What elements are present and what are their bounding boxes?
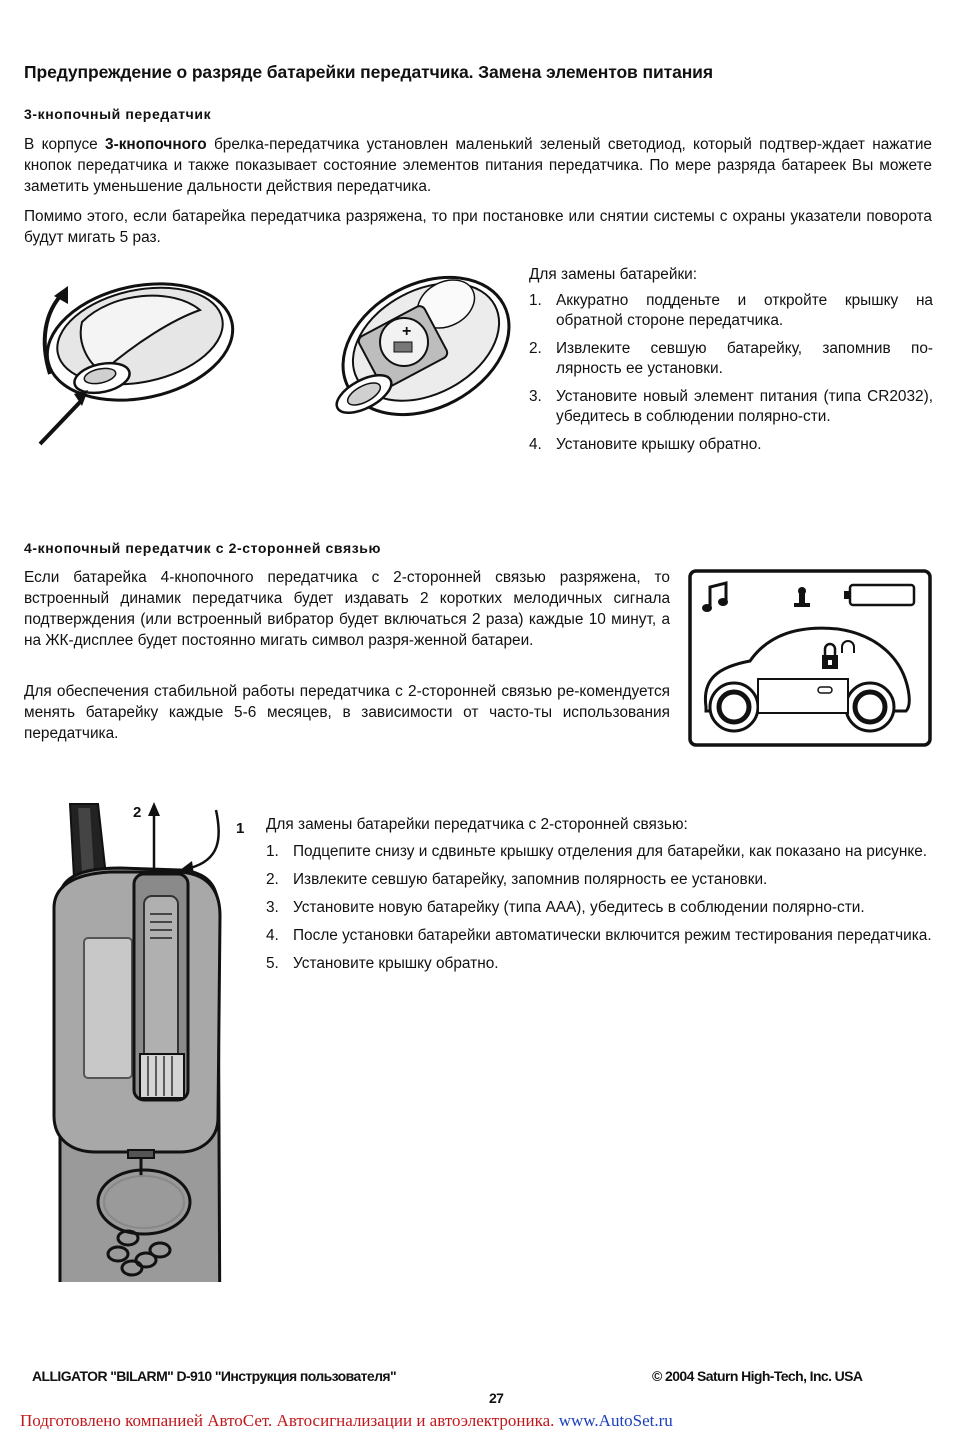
- two-way-remote-illustration: [40, 798, 280, 1282]
- list-number: 3.: [529, 388, 542, 405]
- list-item: [529, 291, 933, 331]
- page-title: Предупреждение о разряде батарейки передатчика. Замена элементов питания: [24, 62, 713, 82]
- list-item: [266, 926, 934, 946]
- section1-paragraph-2: Помимо этого, если батарейка передатчика разряжена, то при постановке или снятии системы с охраны указатели поворота будут мигать 5 раз.: [24, 208, 932, 246]
- para-text: В корпусе: [24, 136, 106, 153]
- list-item: [266, 842, 934, 862]
- list-number: 1.: [266, 843, 279, 860]
- footer-copyright: © 2004 Saturn High-Tech, Inc. USA: [652, 1368, 863, 1384]
- remote-closed-illustration: [22, 262, 238, 452]
- list-number: 4.: [266, 927, 279, 944]
- list-text: Подцепите снизу и сдвиньте крышку отделения для батарейки, как показано на рисунке.: [293, 843, 928, 860]
- list-text: Установите крышку обратно.: [293, 955, 499, 972]
- list-item: [529, 339, 933, 379]
- steps-intro: Для замены батарейки передатчика с 2-сторонней связью:: [266, 816, 688, 833]
- section2-paragraph-1: Если батарейка 4-кнопочного передатчика с 2-сторонней связью разряжена, то встроенный динамик передатчика будет издавать 2 коротких мелодичных сигнала подтверждения (или встроенный вибратор будет включаться 2 раза) каждые 10 минут, а на ЖК-дисплее будет постоянно мигать символ разря-женной батареи.: [24, 569, 670, 649]
- remote-open-battery-illustration: [318, 262, 518, 432]
- list-text: Аккуратно подденьте и откройте крышку на обратной стороне передатчика.: [556, 292, 933, 329]
- section1-steps-block: [529, 264, 933, 463]
- lcd-display-illustration: [688, 569, 932, 747]
- list-number: 4.: [529, 436, 542, 453]
- para-text: брелка-передатчика установлен маленький зеленый светодиод, который подтвер-ждает нажатие кнопок передатчика и также показывает состояние элементов питания передатчика. По мере разряда батареек Вы можете заметить уменьшение дальности действия передатчика.: [24, 136, 932, 195]
- credit-line: [20, 1411, 673, 1431]
- list-item: [529, 387, 933, 427]
- footer-product-title: ALLIGATOR "BILARM" D-910 "Инструкция пользователя": [32, 1368, 396, 1384]
- battery-plus-sign: +: [402, 323, 412, 340]
- figure-label-1: 1: [236, 820, 245, 837]
- battery-empty-icon: [844, 585, 914, 605]
- list-number: 2.: [266, 871, 279, 888]
- list-number: 1.: [529, 292, 542, 309]
- section2-steps-list: [266, 842, 934, 974]
- credit-link[interactable]: www.AutoSet.ru: [558, 1411, 673, 1430]
- list-text: Установите крышку обратно.: [556, 436, 762, 453]
- section2-steps-block: [266, 814, 934, 982]
- list-text: Извлеките севшую батарейку, запомнив полярность ее установки.: [293, 871, 768, 888]
- figure-label-2: 2: [133, 804, 142, 821]
- list-text: Установите новый элемент питания (типа CR2032), убедитесь в соблюдении полярно-сти.: [556, 388, 933, 425]
- section2-paragraph-2: Для обеспечения стабильной работы передатчика с 2-сторонней связью ре-комендуется менять батарейку каждые 5-6 месяцев, в зависимости от часто-ты использования передатчика.: [24, 683, 670, 742]
- list-number: 5.: [266, 955, 279, 972]
- list-item: [266, 898, 934, 918]
- section1-paragraph-1: [24, 134, 932, 197]
- list-number: 2.: [529, 340, 542, 357]
- steps-intro: Для замены батарейки:: [529, 266, 698, 283]
- list-text: Установите новую батарейку (типа AAA), убедитесь в соблюдении полярно-сти.: [293, 899, 865, 916]
- list-item: [529, 435, 933, 455]
- list-item: [266, 954, 934, 974]
- list-text: После установки батарейки автоматически включится режим тестирования передатчика.: [293, 927, 932, 944]
- para-bold-text: 3-кнопочного: [105, 136, 207, 153]
- credit-text: Подготовлено компанией АвтоСет. Автосигнализации и автоэлектроника.: [20, 1411, 559, 1430]
- section-heading-4-button: 4-кнопочный передатчик с 2-сторонней связью: [24, 540, 382, 556]
- list-text: Извлеките севшую батарейку, запомнив по-лярность ее установки.: [556, 340, 933, 377]
- section-heading-3-button: 3-кнопочный передатчик: [24, 106, 212, 122]
- list-number: 3.: [266, 899, 279, 916]
- section1-steps-list: [529, 291, 933, 455]
- page-number: 27: [489, 1390, 504, 1406]
- list-item: [266, 870, 934, 890]
